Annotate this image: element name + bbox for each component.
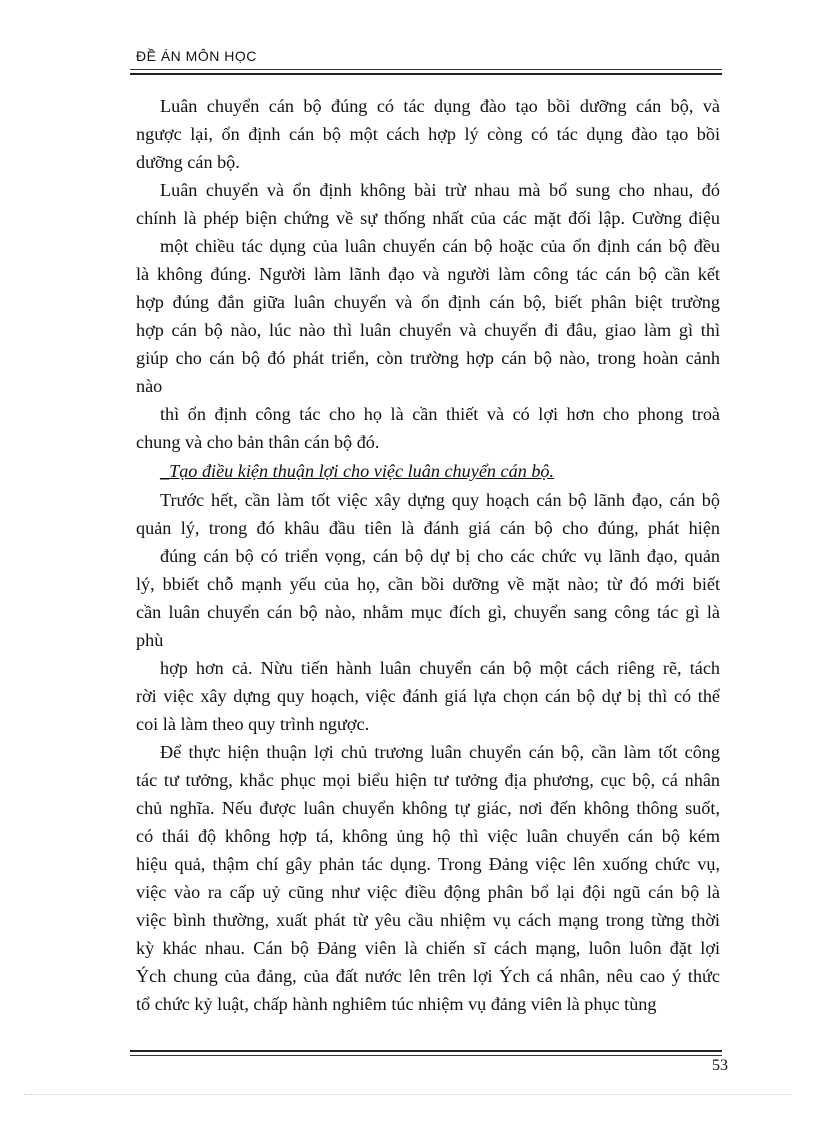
page-number: 53 (712, 1057, 728, 1074)
body-line: thì ổn định công tác cho họ là cần thiết và có lợi hơn cho phong troà (160, 404, 720, 424)
body-line: một chiều tác dụng của luân chuyển cán bộ hoặc của ổn định cán bộ đều (160, 236, 720, 256)
body-line: là không đúng. Người làm lãnh đạo và người làm công tác cán bộ cần kết (136, 264, 720, 284)
body-line: việc vào ra cấp uỷ cũng như việc điều động phân bổ lại đội ngũ cán bộ là (136, 882, 720, 902)
footer-rule-bottom (130, 1055, 722, 1056)
body-line: Luân chuyển và ổn định không bài trừ nhau mà bổ sung cho nhau, đó (160, 180, 720, 200)
body-line: Ých chung của đảng, của đất nước lên trên lợi Ých cá nhân, nêu cao ý thức (136, 966, 720, 986)
body-line: Luân chuyển cán bộ đúng có tác dụng đào tạo bồi dưỡng cán bộ, và (160, 96, 720, 116)
body-line: kỳ khác nhau. Cán bộ Đảng viên là chiến sĩ cách mạng, luôn luôn đặt lợi (136, 938, 720, 958)
body-line: rời việc xây dựng quy hoạch, việc đánh giá lựa chọn cán bộ dự bị thì có thể (136, 686, 720, 706)
body-line: chủ nghĩa. Nếu được luân chuyển không tự giác, nơi đến không thông suốt, (136, 798, 720, 818)
body-line: chung và cho bản thân cán bộ đó. (136, 432, 380, 452)
body-line: Để thực hiện thuận lợi chủ trương luân chuyển cán bộ, cần làm tốt công (160, 742, 720, 762)
body-line: quản lý, trong đó khâu đầu tiên là đánh giá cán bộ cho đúng, phát hiện (136, 518, 720, 538)
body-line: tác tư tưởng, khắc phục mọi biểu hiện tư tưởng địa phương, cục bộ, cá nhân (136, 770, 720, 790)
header-rule-bottom (130, 73, 722, 75)
body-line: ngược lại, ổn định cán bộ một cách hợp lý còng có tác dụng đào tạo bồi (136, 124, 720, 144)
body-line: có thái độ không hợp tá, không ủng hộ thì việc luân chuyển cán bộ kém (136, 826, 720, 846)
body-line: hợp cán bộ nào, lúc nào thì luân chuyển và chuyển đi đâu, giao làm gì thì (136, 320, 720, 340)
section-subheading: _Tạo điều kiện thuận lợi cho việc luân chuyển cán bộ. (160, 461, 555, 481)
body-line: hiệu quả, thậm chí gây phản tác dụng. Trong Đảng việc lên xuống chức vụ, (136, 854, 720, 874)
body-line: coi là làm theo quy trình ngược. (136, 714, 370, 734)
body-line: dưỡng cán bộ. (136, 152, 240, 172)
body-line: hợp đúng đắn giữa luân chuyển và ổn định cán bộ, biết phân biệt trường (136, 292, 720, 312)
body-line: nào (136, 376, 163, 396)
body-line: hợp hơn cả. Nừu tiến hành luân chuyển cán bộ một cách riêng rẽ, tách (160, 658, 720, 678)
body-line: đúng cán bộ có triển vọng, cán bộ dự bị cho các chức vụ lãnh đạo, quản (160, 546, 720, 566)
body-line: việc bình thường, xuất phát từ yêu cầu nhiệm vụ cách mạng trong từng thời (136, 910, 720, 930)
header-rule-top (130, 69, 722, 70)
body-line: chính là phép biện chứng về sự thống nhất của các mặt đối lập. Cường điệu (136, 208, 720, 228)
header-title: ĐỀ ÁN MÔN HỌC (136, 48, 257, 64)
body-line: lý, bbiết chỗ mạnh yếu của họ, cần bồi dưỡng về mặt nào; từ đó mới biết (136, 574, 720, 594)
footer-rule-top (130, 1050, 722, 1052)
page-edge-divider (24, 1094, 792, 1095)
body-line: phù (136, 630, 164, 650)
body-line: cần luân chuyển cán bộ nào, nhằm mục đích gì, chuyển sang công tác gì là (136, 602, 720, 622)
body-line: tổ chức kỷ luật, chấp hành nghiêm túc nhiệm vụ đảng viên là phục tùng (136, 994, 657, 1014)
body-line: giúp cho cán bộ đó phát triển, còn trường hợp cán bộ nào, trong hoàn cảnh (136, 348, 720, 368)
body-line: Trước hết, cần làm tốt việc xây dựng quy hoạch cán bộ lãnh đạo, cán bộ (160, 490, 720, 510)
